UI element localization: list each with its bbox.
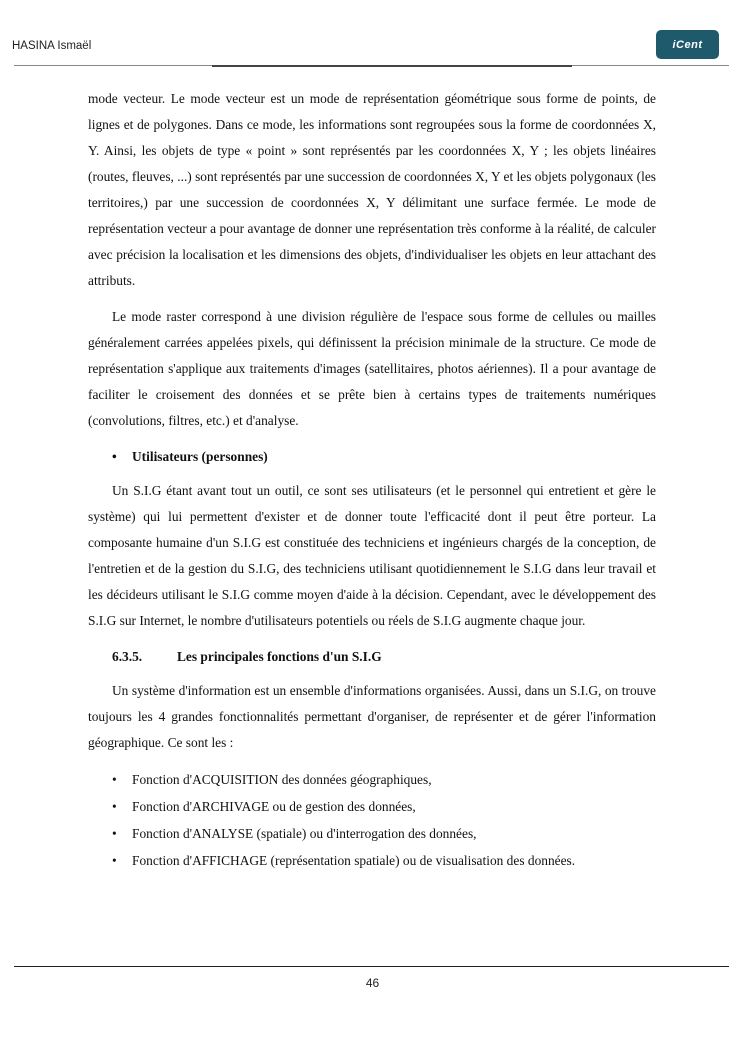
bullet-icon: •	[112, 772, 117, 787]
function-label: Fonction d'ACQUISITION des données géographiques,	[132, 772, 432, 787]
functions-list	[88, 766, 656, 874]
list-item	[88, 793, 656, 820]
page-body	[88, 86, 656, 874]
header-author: HASINA Ismaël	[12, 40, 92, 52]
function-label: Fonction d'ANALYSE (spatiale) ou d'interrogation des données,	[132, 826, 477, 841]
section-title: Les principales fonctions d'un S.I.G	[177, 649, 382, 664]
bullet-icon: •	[112, 449, 117, 464]
bullet-heading-users	[88, 444, 656, 470]
list-item	[88, 766, 656, 793]
paragraph-functions-intro: Un système d'information est un ensemble d'informations organisées. Aussi, dans un S.I.G, on trouve toujours les 4 grandes fonctionnalités permettant d'organiser, de représenter et de gérer l'information géographique. Ce sont les :	[88, 683, 656, 750]
bullet-icon: •	[112, 853, 117, 868]
list-item	[88, 847, 656, 874]
bullet-icon: •	[112, 826, 117, 841]
header-logo: iCent	[656, 30, 719, 59]
paragraph-users: Un S.I.G étant avant tout un outil, ce sont ses utilisateurs (et le personnel qui entretient et gère le système) qui lui permettent d'exister et de donner toute l'efficacité dont il peut être porteur. La composante humaine d'un S.I.G est constituée des techniciens et ingénieurs chargés de la conception, de l'entretien et de la gestion du S.I.G, des techniciens utilisant quotidiennement le S.I.G dans leur travail et les décideurs utilisant le S.I.G comme moyen d'aide à la décision. Cependant, avec le développement des S.I.G sur Internet, le nombre d'utilisateurs potentiels ou réels de S.I.G augmente chaque jour.	[88, 483, 656, 628]
bullet-heading-label: Utilisateurs (personnes)	[132, 449, 268, 464]
paragraph-vector-mode: mode vecteur. Le mode vecteur est un mode de représentation géométrique sous forme de points, de lignes et de polygones. Dans ce mode, les informations sont regroupées sous la forme de coordonnées X, Y. Ainsi, les objets de type « point » sont représentés par les coordonnées X, Y ; les objets linéaires (routes, fleuves, ...) sont représentés par une succession de coordonnées X, Y et les objets polygonaux (les territoires,) par une succession de coordonnées X, Y délimitant une surface fermée. Le mode de représentation vecteur a pour avantage de donner une représentation très conforme à la réalité, de calculer avec précision la localisation et les dimensions des objets, d'individualiser les objets en leur attachant des attributs.	[88, 91, 656, 288]
function-label: Fonction d'AFFICHAGE (représentation spatiale) ou de visualisation des données.	[132, 853, 576, 868]
bullet-icon: •	[112, 799, 117, 814]
function-label: Fonction d'ARCHIVAGE ou de gestion des données,	[132, 799, 416, 814]
list-item	[88, 820, 656, 847]
section-number: 6.3.5.	[112, 649, 143, 664]
section-heading	[88, 644, 656, 670]
paragraph-raster-mode: Le mode raster correspond à une division régulière de l'espace sous forme de cellules ou mailles généralement carrées appelées pixels, qui définissent la précision minimale de la structure. Ce mode de représentation s'applique aux traitements d'images (satellitaires, photos aériennes). Il a pour avantage de faciliter le croisement des données et se prête bien à certains types de traitements numériques (convolutions, filtres, etc.) et d'analyse.	[88, 309, 656, 428]
page-number: 46	[365, 976, 380, 990]
header-divider-accent	[212, 65, 572, 67]
footer-divider	[14, 966, 729, 967]
